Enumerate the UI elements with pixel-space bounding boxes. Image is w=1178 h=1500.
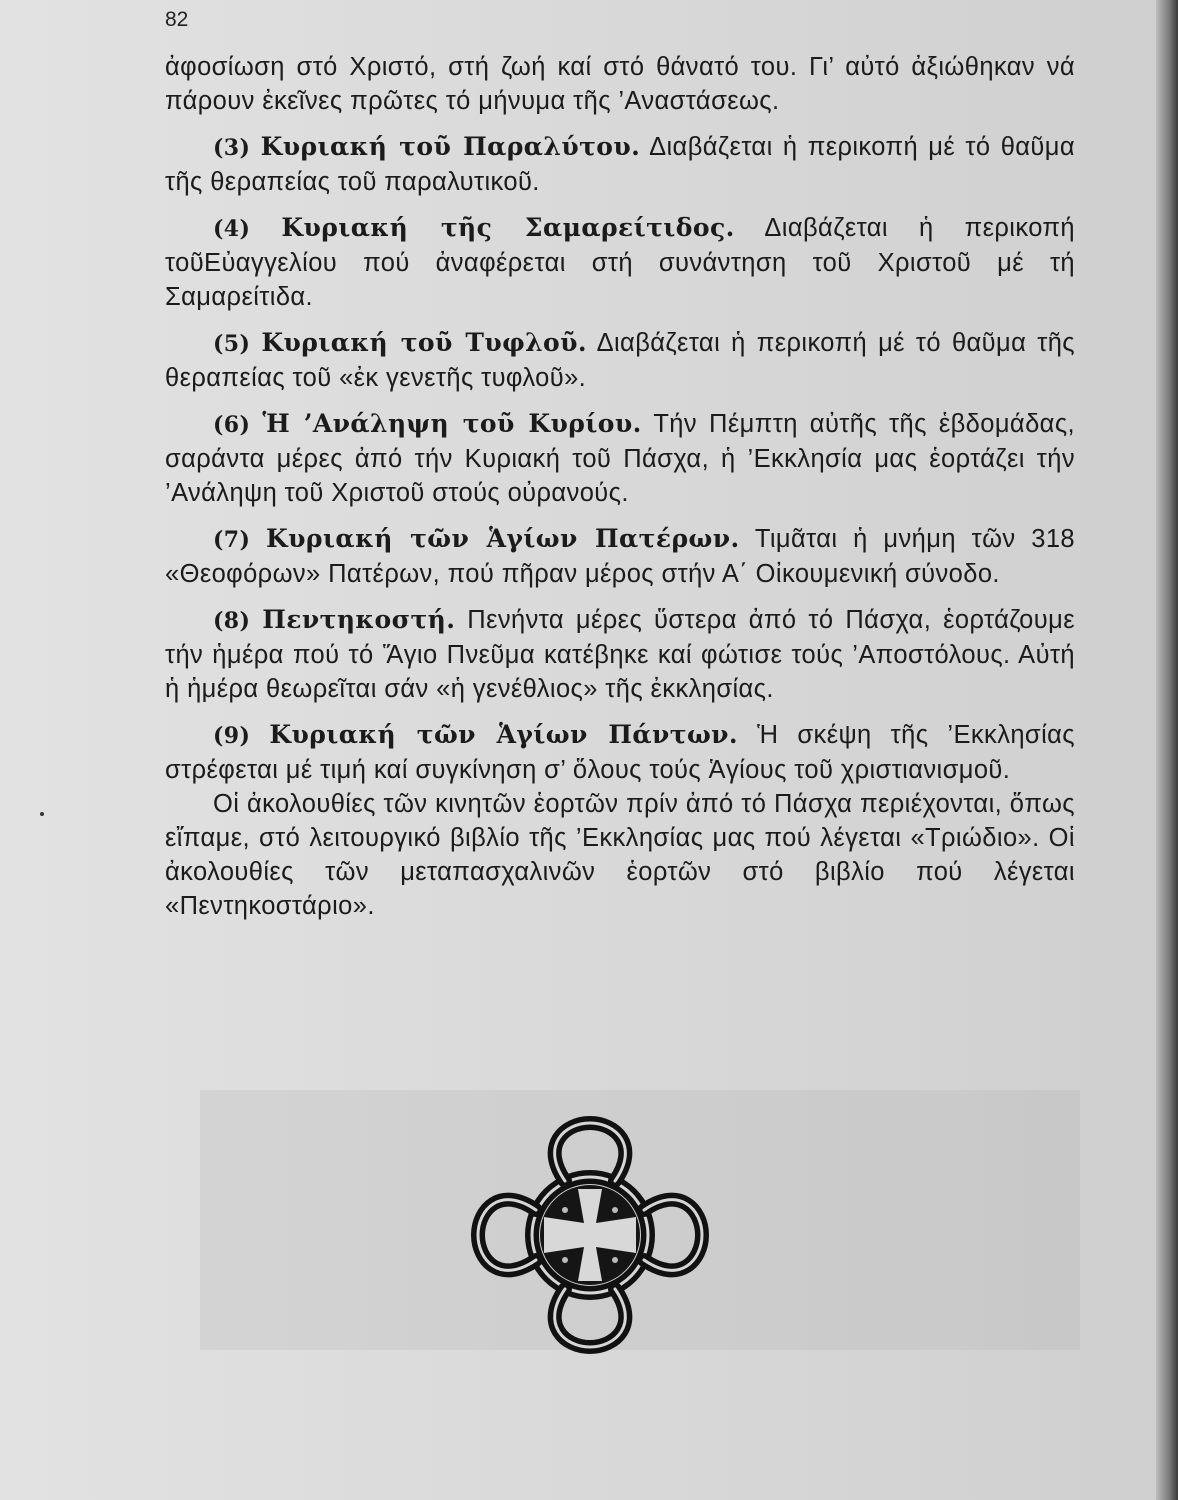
speck [40, 812, 44, 816]
item-text: Τήν Πέμπτη αὐτῆς τῆς ἑβδομάδας, σαράντα μέρες ἀπό τήν Κυριακή τοῦ Πάσχα, ἡ ’Εκκλησία μας ἑορτάζει τήν ’Ανάληψη τοῦ Χριστοῦ στούς οὐρανούς. [165, 410, 1075, 507]
list-item [165, 522, 1075, 591]
list-item [165, 211, 1075, 314]
item-number: (5) [213, 331, 251, 357]
item-heading: Κυριακή τοῦ Παραλύτου. [260, 132, 641, 161]
list-item [165, 603, 1075, 706]
paragraph-text: ἀφοσίωση στό Χριστό, στή ζωή καί στό θάνατό του. Γι’ αὐτό ἀξιώθηκαν νά πάρουν ἐκεῖνες πρῶτες τό μήνυμα τῆς ’Αναστάσεως. [165, 53, 1075, 115]
paragraph-text: Οἱ ἀκολουθίες τῶν κινητῶν ἑορτῶν πρίν ἀπό τό Πάσχα περιέχονται, ὅπως εἴπαμε, στό λειτουργικό βιβλίο τῆς ’Εκκλησίας μας πού λέγεται «Τριώδιο». Οἱ ἀκολουθίες τῶν μεταπασχαλινῶν ἑορτῶν στό βιβλίο πού λέγεται «Πεντηκοστάριο». [165, 790, 1075, 920]
page-edge [1156, 0, 1178, 1500]
page-number: 82 [165, 8, 189, 31]
item-number: (7) [213, 527, 251, 553]
body-text [165, 50, 1075, 923]
list-item [165, 326, 1075, 395]
item-heading: Κυριακή τοῦ Τυφλοῦ. [261, 328, 587, 357]
item-text: Τιμᾶται ἡ μνήμη τῶν 318 «Θεοφόρων» Πατέρων, πού πῆραν μέρος στήν Α΄ Οἰκουμενική σύνοδο. [165, 525, 1075, 588]
item-text: Πενήντα μέρες ὕστερα ἀπό τό Πάσχα, ἑορτάζουμε τήν ἡμέρα πού τό Ἅγιο Πνεῦμα κατέβηκε καί φώτισε τούς ’Αποστόλους. Αὐτή ἡ ἡμέρα θεωρεῖται σάν «ἡ γενέθλιος» τῆς ἐκκλησίας. [165, 606, 1075, 703]
item-heading: Κυριακή τῆς Σαμαρείτιδος. [281, 213, 735, 242]
item-text: Ἡ σκέψη τῆς ’Εκκλησίας στρέφεται μέ τιμή καί συγκίνηση σ’ ὅλους τούς Ἁγίους τοῦ χριστιανισμοῦ. [165, 721, 1075, 784]
item-number: (8) [213, 608, 251, 634]
item-number: (6) [213, 412, 251, 438]
paragraph-continuation [165, 50, 1075, 118]
closing-paragraph [165, 787, 1075, 923]
list-item [165, 407, 1075, 510]
item-heading: Κυριακή τῶν Ἁγίων Πατέρων. [266, 524, 740, 553]
list-item [165, 130, 1075, 199]
list-item [165, 718, 1075, 787]
item-text: Διαβάζεται ἡ περικοπή τοῦΕὐαγγελίου πού ἀναφέρεται στή συνάντηση τοῦ Χριστοῦ μέ τή Σαμαρείτιδα. [165, 214, 1075, 311]
item-heading: Κυριακή τῶν Ἁγίων Πάντων. [269, 720, 739, 749]
item-heading: Πεντηκοστή. [262, 605, 456, 634]
cross-knot-ornament-icon [470, 1115, 710, 1355]
item-number: (9) [213, 723, 251, 749]
item-number: (4) [213, 216, 251, 242]
item-heading: Ἡ ’Ανάληψη τοῦ Κυρίου. [262, 409, 642, 438]
item-text: Διαβάζεται ἡ περικοπή μέ τό θαῦμα τῆς θεραπείας τοῦ παραλυτικοῦ. [165, 133, 1075, 196]
item-text: Διαβάζεται ἡ περικοπή μέ τό θαῦμα τῆς θεραπείας τοῦ «ἐκ γενετῆς τυφλοῦ». [165, 329, 1076, 392]
item-number: (3) [213, 135, 251, 161]
